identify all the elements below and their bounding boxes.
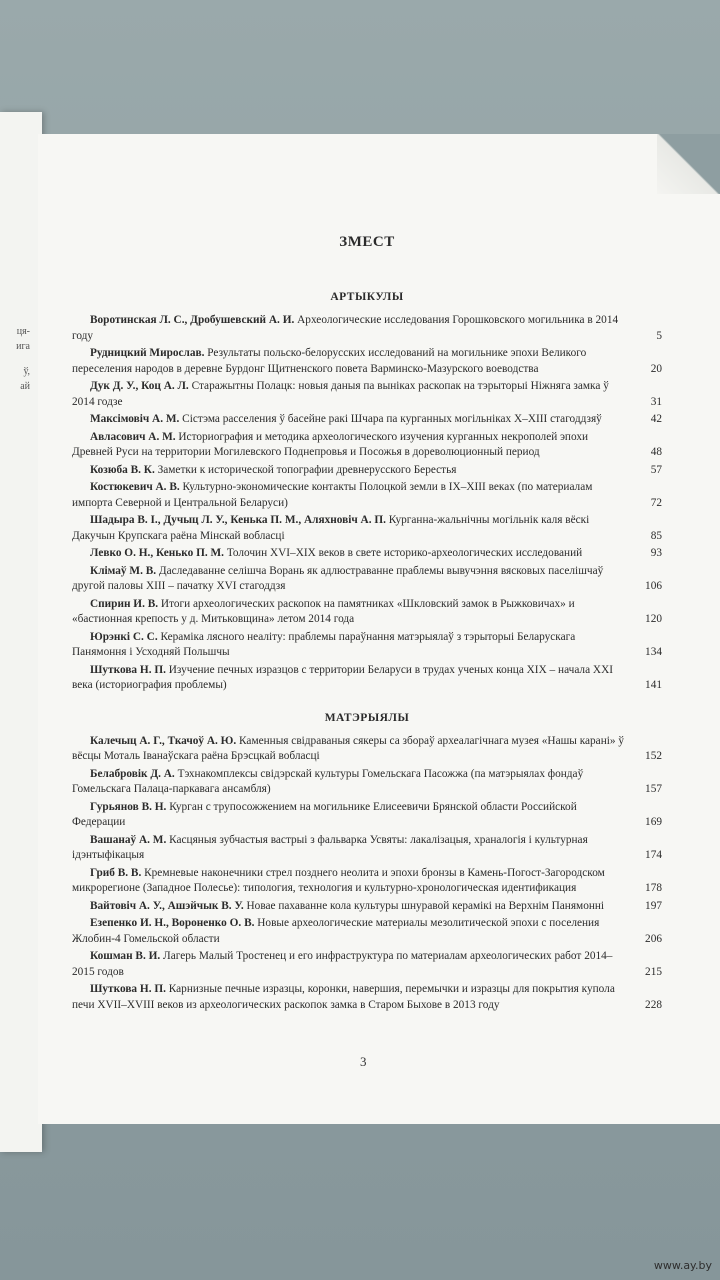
entry-title: Историография и методика археологического изучения курганных некрополей эпохи Древней Руси на территории Могилевского Поднепровья и Посожья в дореволюционный период <box>72 430 589 458</box>
entry-title: Даследаванне селішча Ворань як адлюстраванне праблемы вывучэння вясковых паселішчаў другой паловы XIII – пачатку XVI стагоддзя <box>72 564 604 592</box>
entry-author: Дук Д. У., Коц А. Л. <box>90 380 189 392</box>
toc-entry <box>72 513 662 544</box>
entry-text <box>72 866 630 897</box>
entry-list <box>72 313 662 694</box>
entry-text <box>72 899 630 915</box>
entry-author: Калечыц А. Г., Ткачоў А. Ю. <box>90 734 237 747</box>
entry-title: Заметки к исторической топографии древнерусского Берестья <box>154 463 457 476</box>
entry-text <box>72 313 630 344</box>
page-title: ЗМЕСТ <box>339 234 395 250</box>
toc-entry <box>72 597 662 628</box>
toc-entry <box>72 430 662 461</box>
entry-text <box>72 833 630 864</box>
entry-page-number: 42 <box>650 413 662 425</box>
entry-title: Археологические исследования Горошковского могильника в 2014 году <box>72 314 619 342</box>
underlying-page-text <box>6 324 30 414</box>
entry-text <box>72 800 630 831</box>
toc-entry <box>72 313 662 344</box>
entry-author: Шуткова Н. П. <box>90 983 166 995</box>
section-title: МАТЭРЫЯЛЫ <box>324 711 410 724</box>
underlying-line: ига <box>16 341 30 352</box>
entry-text <box>72 346 630 377</box>
entry-page-number: 48 <box>650 446 662 458</box>
entry-text <box>72 480 630 511</box>
toc-entry <box>72 546 662 562</box>
toc-entry <box>72 734 662 765</box>
toc-entry <box>72 949 662 980</box>
entry-author: Максімовіч А. М. <box>90 413 180 425</box>
toc-entry <box>72 982 662 1013</box>
toc-entry <box>72 899 662 915</box>
entry-author: Белабровік Д. А. <box>90 767 175 780</box>
toc-entry <box>72 564 662 595</box>
page-corner-fold <box>657 134 720 194</box>
entry-text <box>72 379 630 410</box>
toc-entry <box>72 412 662 428</box>
entry-text <box>72 630 630 661</box>
entry-page-number: 157 <box>645 783 662 795</box>
page-number: 3 <box>360 1054 367 1069</box>
watermark: www.ay.by <box>653 1259 712 1272</box>
entry-text <box>72 949 630 980</box>
underlying-line: ў, <box>23 366 30 377</box>
toc-entry <box>72 916 662 947</box>
toc-entry <box>72 767 662 798</box>
toc-entry <box>72 663 662 694</box>
entry-text <box>72 430 630 461</box>
entry-title: Итоги археологических раскопок на памятниках «Шкловский замок в Рыжковичах» и «бастионная крепость у д. Митьковщина» летом 2014 года <box>72 597 575 625</box>
entry-author: Спирин И. В. <box>90 597 159 610</box>
entry-title: Курган с трупосожжением на могильнике Елисеевичи Брянской области Российской Федерации <box>72 800 577 828</box>
entry-author: Юрэнкі С. С. <box>90 630 158 643</box>
entry-title: Сістэма расселения ў басейне ракі Шчара па курганных могільніках X–XIII стагоддзяў <box>179 413 602 425</box>
entry-page-number: 174 <box>645 849 662 861</box>
entry-title: Новые археологические материалы мезолитической эпохи с поселения Жлобин-4 Гомельской области <box>72 917 600 945</box>
entry-author: Гриб В. В. <box>90 866 142 879</box>
entry-page-number: 5 <box>656 329 662 342</box>
entry-title: Результаты польско-белорусских исследований на могильнике эпохи Великого переселения народов в деревне Бурдонг Щитненского повета Варминско-Мазурского воеводства <box>72 347 587 375</box>
entry-author: Езепенко И. Н., Вороненко О. В. <box>90 917 255 929</box>
entry-title: Старажытны Полацк: новыя даныя па выніках раскопак на тэрыторыі Ніжняга замка ў 2014 годзе <box>72 380 609 408</box>
entry-title: Культурно-экономические контакты Полоцкой земли в IX–XIII веках (по материалам импорта Северной и Центральной Беларуси) <box>72 481 593 509</box>
entry-page-number: 106 <box>645 580 662 592</box>
entry-author: Шуткова Н. П. <box>90 663 166 676</box>
entry-text <box>72 564 630 595</box>
entry-page-number: 169 <box>645 816 662 828</box>
entry-title: Новае пахаванне кола культуры шнуравой керамікі на Верхнім Панямонні <box>243 899 605 912</box>
section-title: АРТЫКУЛЫ <box>330 291 404 303</box>
entry-author: Клімаў М. В. <box>90 564 157 577</box>
entry-text <box>72 982 630 1013</box>
entry-text <box>72 412 630 428</box>
entry-title: Кераміка лясного неаліту: праблемы параўнання матэрыялаў з тэрыторыі Беларускага Панямоння і Усходняй Польшчы <box>72 630 576 658</box>
entry-title: Кремневые наконечники стрел позднего неолита и эпохи бронзы в Камень-Погост-Загородском микрорегионе (Западное Полесье): типология, технология и культурно-хронологическая идентификация <box>72 866 605 894</box>
table-of-contents <box>72 234 662 1015</box>
entry-page-number: 31 <box>650 395 662 408</box>
entry-text <box>72 513 630 544</box>
entry-author: Кошман В. И. <box>90 950 161 962</box>
toc-entry <box>72 379 662 410</box>
section-articles <box>72 291 662 694</box>
toc-entry <box>72 630 662 661</box>
entry-text <box>72 767 630 798</box>
entry-title: Тэхнакомплексы свідэрскай культуры Гомельскага Пасожжа (па матэрыялах фондаў Гомельскага Палаца-паркавага ансамбля) <box>72 767 584 795</box>
toc-entry <box>72 800 662 831</box>
entry-author: Рудницкий Мирослав. <box>90 347 205 359</box>
entry-author: Гурьянов В. Н. <box>90 800 167 813</box>
entry-title: Курганна-жальнічны могільнік каля вёскі Дакучын Крупскага раёна Мінскай вобласці <box>72 514 590 542</box>
entry-author: Козюба В. К. <box>90 463 155 476</box>
entry-list <box>72 734 662 1014</box>
toc-entry <box>72 833 662 864</box>
entry-author: Вайтовіч А. У., Ашэйчык В. У. <box>90 899 244 912</box>
underlying-line: ця- <box>16 326 30 337</box>
entry-author: Шадыра В. І., Дучыц Л. У., Кенька П. М., Аляхновіч А. П. <box>90 514 386 526</box>
entry-author: Костюкевич А. В. <box>90 481 180 493</box>
underlying-page <box>0 112 42 1152</box>
toc-entry <box>72 480 662 511</box>
toc-entry <box>72 346 662 377</box>
entry-page-number: 215 <box>645 965 662 978</box>
entry-page-number: 20 <box>650 362 662 375</box>
entry-text <box>72 597 630 628</box>
entry-author: Левко О. Н., Кенько П. М. <box>90 547 224 559</box>
entry-title: Каменныя свідраваныя сякеры са збораў археалагічнага музея «Нашы карані» ў вёсцы Моталь Іванаўскага раёна Брэсцкай вобласці <box>72 734 624 762</box>
entry-page-number: 134 <box>645 646 662 658</box>
entry-title: Карнизные печные изразцы, коронки, навершия, перемычки и изразцы для покрытия купола печи XVII–XVIII веков из археологических раскопок замка в Старом Быхове в 2013 году <box>72 983 615 1011</box>
underlying-line: ай <box>20 381 30 392</box>
section-materials <box>72 712 662 1014</box>
entry-text <box>72 734 630 765</box>
entry-author: Авласович А. М. <box>90 430 176 443</box>
entry-page-number: 152 <box>645 750 662 762</box>
entry-author: Вашанаў А. М. <box>90 833 167 846</box>
entry-page-number: 57 <box>650 463 662 476</box>
entry-page-number: 120 <box>645 613 662 625</box>
entry-page-number: 72 <box>650 496 662 509</box>
entry-page-number: 85 <box>650 529 662 542</box>
toc-entry <box>72 463 662 479</box>
entry-page-number: 197 <box>645 899 662 912</box>
entry-text <box>72 546 630 562</box>
entry-text <box>72 916 630 947</box>
entry-text <box>72 663 630 694</box>
entry-title: Касцяныя зубчастыя вастрыі з фальварка Усвяты: лакалізацыя, храналогія і культурная ідэнтыфікацыя <box>72 833 588 861</box>
toc-entry <box>72 866 662 897</box>
entry-page-number: 178 <box>645 882 662 894</box>
entry-title: Изучение печных изразцов с территории Беларуси в трудах ученых конца XIX – начала XXI века (историография проблемы) <box>72 663 613 691</box>
entry-page-number: 141 <box>645 679 662 691</box>
entry-title: Толочин XVI–XIX веков в свете историко-археологических исследований <box>224 547 583 559</box>
entry-page-number: 228 <box>645 998 662 1011</box>
entry-title: Лагерь Малый Тростенец и его инфраструктура по материалам археологических работ 2014–2015 годов <box>72 950 613 978</box>
entry-page-number: 206 <box>645 932 662 945</box>
entry-page-number: 93 <box>650 547 662 559</box>
entry-author: Воротинская Л. С., Дробушевский А. И. <box>90 314 295 326</box>
entry-text <box>72 463 630 479</box>
